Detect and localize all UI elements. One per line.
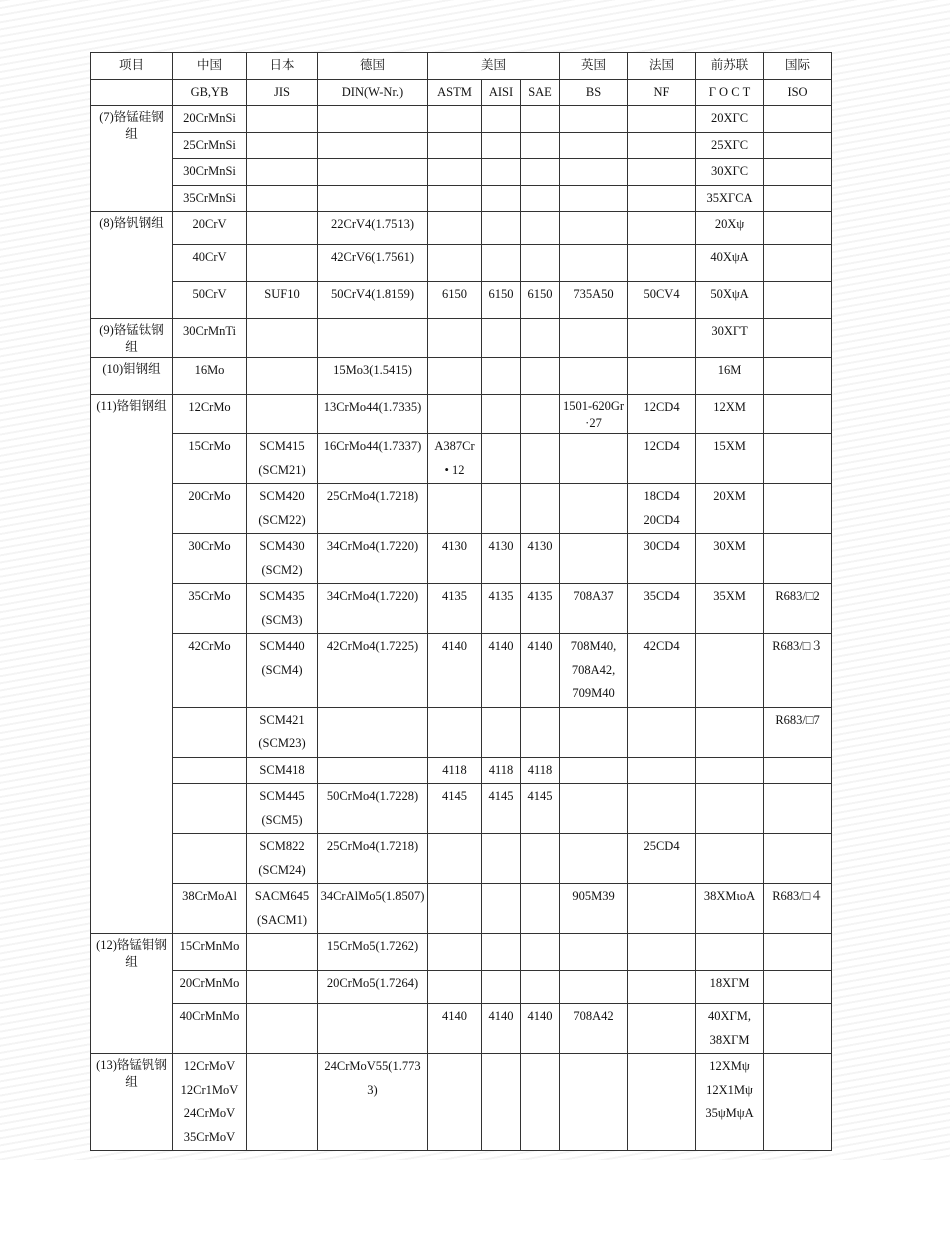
- table-row: [91, 1004, 832, 1054]
- header-row-countries: [91, 53, 832, 80]
- cell-astm: 4145: [428, 784, 482, 834]
- cell-sae: 4135: [521, 584, 560, 634]
- cell-gost: 38XMιoA: [696, 884, 764, 934]
- header-gb-yb: GB,YB: [173, 79, 247, 106]
- cell-astm: 6150: [428, 282, 482, 319]
- cell-nf: 18CD4 20CD4: [628, 484, 696, 534]
- header-nf: NF: [628, 79, 696, 106]
- cell-jis: SCM415 (SCM21): [247, 434, 318, 484]
- cell-jis: SCM445 (SCM5): [247, 784, 318, 834]
- cell-sae: 4118: [521, 757, 560, 784]
- cell-cn: 15CrMnMo: [173, 934, 247, 971]
- cell-astm: 4118: [428, 757, 482, 784]
- cell-gost: 16M: [696, 358, 764, 395]
- table-row: [91, 159, 832, 186]
- cell-din: 25CrMo4(1.7218): [318, 834, 428, 884]
- header-iso: ISO: [764, 79, 832, 106]
- cell-bs: 708A37: [560, 584, 628, 634]
- header-astm: ASTM: [428, 79, 482, 106]
- cell-gost: 30XΓT: [696, 319, 764, 358]
- cell-sae: 4140: [521, 1004, 560, 1054]
- cell-cn: 30CrMnSi: [173, 159, 247, 186]
- cell-cn: 20CrMnMo: [173, 971, 247, 1004]
- header-japan: 日本: [247, 53, 318, 80]
- cell-nf: 35CD4: [628, 584, 696, 634]
- cell-din: 13CrMo44(1.7335): [318, 395, 428, 434]
- cell-cn: 35CrMnSi: [173, 185, 247, 212]
- cell-cn: 50CrV: [173, 282, 247, 319]
- cell-jis: SCM430 (SCM2): [247, 534, 318, 584]
- cell-aisi: 4118: [482, 757, 521, 784]
- cell-iso: R683/□2: [764, 584, 832, 634]
- cell-jis: SCM440 (SCM4): [247, 634, 318, 708]
- cell-sae: 6150: [521, 282, 560, 319]
- cell-jis: SCM435 (SCM3): [247, 584, 318, 634]
- cell-sae: 4140: [521, 634, 560, 708]
- header-sae: SAE: [521, 79, 560, 106]
- header-france: 法国: [628, 53, 696, 80]
- steel-grade-comparison-table: [90, 52, 832, 1151]
- cell-cn: 42CrMo: [173, 634, 247, 708]
- table-row: [91, 971, 832, 1004]
- header-item-blank: [91, 79, 173, 106]
- header-uk: 英国: [560, 53, 628, 80]
- cell-sae: 4145: [521, 784, 560, 834]
- cell-cn: 20CrMo: [173, 484, 247, 534]
- cell-gost: 50XψA: [696, 282, 764, 319]
- document-page: [90, 52, 832, 1151]
- cell-nf: 30CD4: [628, 534, 696, 584]
- group-label: (11)铬钼钢组: [91, 395, 173, 934]
- group-label: (12)铬锰钼钢组: [91, 934, 173, 1054]
- cell-gost: 20Xψ: [696, 212, 764, 245]
- cell-din: 50CrV4(1.8159): [318, 282, 428, 319]
- cell-din: 34CrAlMo5(1.8507): [318, 884, 428, 934]
- header-china: 中国: [173, 53, 247, 80]
- cell-cn: 35CrMo: [173, 584, 247, 634]
- cell-nf: 42CD4: [628, 634, 696, 708]
- cell-aisi: 4140: [482, 1004, 521, 1054]
- table-row: [91, 584, 832, 634]
- cell-gost: 18XΓM: [696, 971, 764, 1004]
- header-gost: Γ О С Т: [696, 79, 764, 106]
- header-aisi: AISI: [482, 79, 521, 106]
- table-row: [91, 534, 832, 584]
- table-row: [91, 884, 832, 934]
- cell-iso: R683/□４: [764, 884, 832, 934]
- table-row: [91, 106, 832, 133]
- cell-gost: 40XψA: [696, 245, 764, 282]
- cell-din: 50CrMo4(1.7228): [318, 784, 428, 834]
- header-din: DIN(W-Nr.): [318, 79, 428, 106]
- cell-nf: 50CV4: [628, 282, 696, 319]
- cell-bs: 905M39: [560, 884, 628, 934]
- cell-astm: 4140: [428, 1004, 482, 1054]
- cell-din: 25CrMo4(1.7218): [318, 484, 428, 534]
- cell-gost: 12XM: [696, 395, 764, 434]
- cell-nf: 25CD4: [628, 834, 696, 884]
- cell-bs: 708A42: [560, 1004, 628, 1054]
- cell-jis: SCM418: [247, 757, 318, 784]
- cell-gost: 30XM: [696, 534, 764, 584]
- cell-gost: 15XM: [696, 434, 764, 484]
- header-jis: JIS: [247, 79, 318, 106]
- cell-cn: 12CrMoV 12Cr1MoV 24CrMoV 35CrMoV: [173, 1054, 247, 1151]
- cell-din: 16CrMo44(1.7337): [318, 434, 428, 484]
- cell-gost: 12XMψ 12X1Mψ 35ψMψA: [696, 1054, 764, 1151]
- group-label: (7)铬锰硅钢组: [91, 106, 173, 212]
- cell-nf: 12CD4: [628, 395, 696, 434]
- header-usa: 美国: [428, 53, 560, 80]
- cell-aisi: 4145: [482, 784, 521, 834]
- cell-iso: R683/□３: [764, 634, 832, 708]
- group-label: (9)铬锰钛钢组: [91, 319, 173, 358]
- cell-din: 34CrMo4(1.7220): [318, 534, 428, 584]
- table-row: [91, 212, 832, 245]
- cell-bs: 708M40, 708A42, 709M40: [560, 634, 628, 708]
- table-row: [91, 185, 832, 212]
- cell-astm: 4130: [428, 534, 482, 584]
- cell-din: 42CrV6(1.7561): [318, 245, 428, 282]
- table-row: [91, 834, 832, 884]
- cell-cn: 30CrMnTi: [173, 319, 247, 358]
- cell-astm: A387Cr • 12: [428, 434, 482, 484]
- table-row: [91, 1054, 832, 1151]
- cell-din: 22CrV4(1.7513): [318, 212, 428, 245]
- cell-cn: 20CrV: [173, 212, 247, 245]
- header-germany: 德国: [318, 53, 428, 80]
- table-row: [91, 358, 832, 395]
- cell-sae: 4130: [521, 534, 560, 584]
- table-row: [91, 434, 832, 484]
- group-label: (13)铬锰钒钢组: [91, 1054, 173, 1151]
- cell-aisi: 4130: [482, 534, 521, 584]
- table-row: [91, 934, 832, 971]
- cell-jis: SUF10: [247, 282, 318, 319]
- header-row-standards: [91, 79, 832, 106]
- header-item: 项目: [91, 53, 173, 80]
- table-row: [91, 484, 832, 534]
- cell-din: 24CrMoV55(1.7733): [318, 1054, 428, 1151]
- cell-cn: 38CrMoAl: [173, 884, 247, 934]
- cell-jis: SCM822 (SCM24): [247, 834, 318, 884]
- table-row: [91, 707, 832, 757]
- cell-cn: 20CrMnSi: [173, 106, 247, 133]
- table-row: [91, 319, 832, 358]
- cell-din: 34CrMo4(1.7220): [318, 584, 428, 634]
- header-international: 国际: [764, 53, 832, 80]
- cell-cn: 40CrMnMo: [173, 1004, 247, 1054]
- table-row: [91, 757, 832, 784]
- table-row: [91, 245, 832, 282]
- cell-din: 20CrMo5(1.7264): [318, 971, 428, 1004]
- cell-din: 15Mo3(1.5415): [318, 358, 428, 395]
- table-row: [91, 784, 832, 834]
- cell-astm: 4135: [428, 584, 482, 634]
- cell-din: 15CrMo5(1.7262): [318, 934, 428, 971]
- cell-cn: 15CrMo: [173, 434, 247, 484]
- cell-gost: 25XΓC: [696, 132, 764, 159]
- cell-aisi: 6150: [482, 282, 521, 319]
- table-row: [91, 395, 832, 434]
- cell-aisi: 4135: [482, 584, 521, 634]
- cell-jis: SACM645 (SACM1): [247, 884, 318, 934]
- cell-nf: 12CD4: [628, 434, 696, 484]
- cell-gost: 40XΓM, 38XΓM: [696, 1004, 764, 1054]
- cell-jis: SCM421 (SCM23): [247, 707, 318, 757]
- table-row: [91, 282, 832, 319]
- cell-bs: 735A50: [560, 282, 628, 319]
- header-bs: BS: [560, 79, 628, 106]
- cell-gost: 20XΓC: [696, 106, 764, 133]
- header-ussr: 前苏联: [696, 53, 764, 80]
- cell-cn: 30CrMo: [173, 534, 247, 584]
- cell-cn: 40CrV: [173, 245, 247, 282]
- table-row: [91, 132, 832, 159]
- table-row: [91, 634, 832, 708]
- cell-gost: 20XM: [696, 484, 764, 534]
- cell-jis: SCM420 (SCM22): [247, 484, 318, 534]
- cell-din: 42CrMo4(1.7225): [318, 634, 428, 708]
- page-bottom-margin: [0, 1160, 950, 1237]
- cell-cn: 12CrMo: [173, 395, 247, 434]
- group-label: (8)铬钒钢组: [91, 212, 173, 319]
- cell-astm: 4140: [428, 634, 482, 708]
- group-label: (10)钼钢组: [91, 358, 173, 395]
- cell-cn: 16Mo: [173, 358, 247, 395]
- cell-gost: 30XΓC: [696, 159, 764, 186]
- cell-gost: 35XΓCA: [696, 185, 764, 212]
- cell-gost: 35XM: [696, 584, 764, 634]
- cell-bs: 1501-620Gr·27: [560, 395, 628, 434]
- cell-iso: R683/□7: [764, 707, 832, 757]
- cell-cn: 25CrMnSi: [173, 132, 247, 159]
- cell-aisi: 4140: [482, 634, 521, 708]
